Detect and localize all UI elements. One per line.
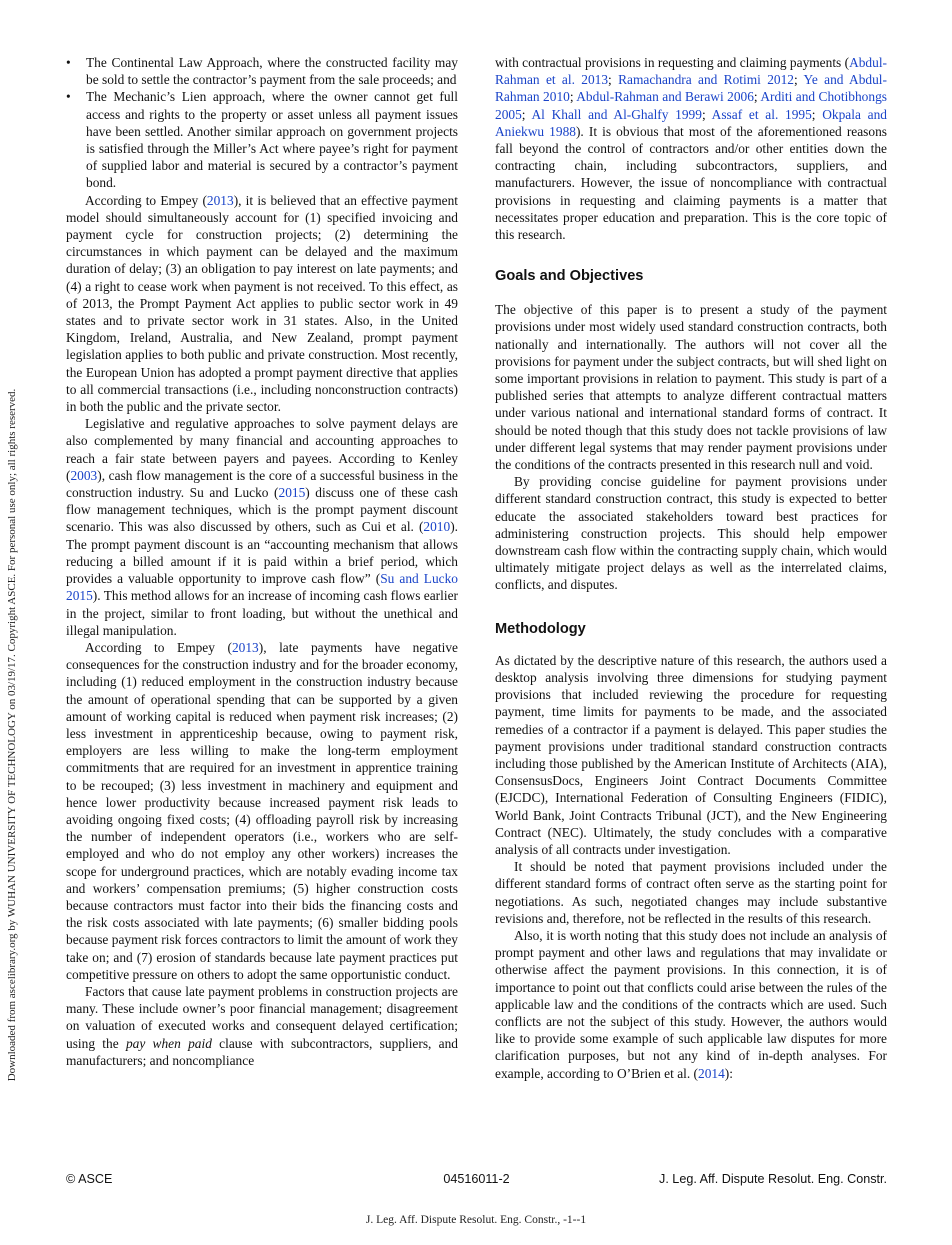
citation-link[interactable]: Su and Lucko 2015 bbox=[66, 571, 458, 604]
citation-link[interactable]: Abdul-Rahman and Berawi 2006 bbox=[576, 89, 754, 105]
citation-link[interactable]: Ye and Abdul-Rahman 2010 bbox=[495, 72, 887, 105]
citation-link[interactable]: 2003 bbox=[70, 467, 98, 483]
paragraph: It should be noted that payment provisions included under the different standard forms of contract often serve as the starting point for negotiations. As such, negotiated changes may include substantive revisions and, therefore, not be reflected in the results of this research. bbox=[495, 859, 887, 926]
citation-link[interactable]: 2014 bbox=[698, 1065, 725, 1081]
paragraph: As dictated by the descriptive nature of this research, the authors used a desktop analysis involving three dimensions for studying payment provisions that included reviewing the procedure for requesting payment, time limits for payments to be made, and the associated remedies of a contractor if a payment is delayed. This paper studies the payment provisions under traditional standard construction contracts including those published by the American Institute of Architects (AIA), ConsensusDocs, Engineers Joint Contract Documents Committee (EJCDC), International Federation of Consulting Engineers (FIDIC), World Bank, Joint Contracts Tribunal (JCT), and the New Engineering Contract (NEC). Ultimately, the study concludes with a comparative analysis of all contracts under investigation. bbox=[495, 652, 887, 857]
citation-line: J. Leg. Aff. Dispute Resolut. Eng. Constr., -1--1 bbox=[365, 1214, 587, 1226]
section-heading-goals: Goals and Objectives bbox=[495, 268, 644, 285]
journal-name: J. Leg. Aff. Dispute Resolut. Eng. Constr. bbox=[659, 1172, 887, 1186]
citation-link[interactable]: Okpala and Aniekwu 1988 bbox=[495, 106, 887, 139]
citation-link[interactable]: 2013 bbox=[231, 639, 259, 655]
citation-link[interactable]: Al Khall and Al-Ghalfy 1999 bbox=[531, 106, 702, 122]
citation-link[interactable]: Assaf et al. 1995 bbox=[711, 106, 812, 122]
paragraph: According to Empey (2013), late payments have negative consequences for the construction industry and for the broader economy, including (1) reduced employment in the construction industry because the amount of operational spending that can be supported by a given amount of working capital is reduced when payment risk increases; (2) less investment in apprenticeship because, owing to payment risk, employers are less willing to make the long-term employment commitments that are required for an investment in apprentice training to be recouped; (3) less investment in machinery and equipment and hence lower productivity because increased payment risk leads to avoiding ongoing fixed costs; (4) offloading payroll risk by increasing the number of independent operators (i.e., workers who are self-employed and who do not employ any other workers) increases the scope for underground practices, which are notably evading income tax and workers’ compensation premiums; (5) higher construction costs because contractors must factor into their bids the financing costs and the risk costs associated with late payments; (6) smaller bidding pools because payment risk forces contractors to limit the amount of work they take on; and (7) erosion of standards because late payment practices put competitive pressure on others to adopt the same opportunistic conduct. bbox=[66, 639, 458, 982]
right-column bbox=[495, 54, 887, 1082]
citation-link[interactable]: Ramachandra and Rotimi 2012 bbox=[618, 72, 794, 88]
paragraph: Also, it is worth noting that this study does not include an analysis of prompt payment and other laws and regulations that may invalidate or otherwise affect the payment provisions. In this connection, it is of importance to point out that conflicts could arise between the rules of the applicable law and the conditions of the contracts which are used. Such conflicts are not the subject of this study. However, the authors would like to provide some example of such applicable law disputes for more clarification purposes, but not any kind of in-depth analyses. For example, according to O’Brien et al. (2014): bbox=[495, 927, 887, 1081]
citation-link[interactable]: 2015 bbox=[278, 485, 306, 501]
approach-list bbox=[66, 54, 458, 192]
copyright: © ASCE bbox=[66, 1172, 113, 1186]
download-notice bbox=[2, 225, 22, 1245]
paragraph: The objective of this paper is to present a study of the payment provisions under most widely used standard construction contracts, both nationally and internationally. The authors will not cover all the provisions for payment under the subject contracts, but will shed light on some important provisions in relation to payment. This study is part of a published series that attempts to analyze different contractual matters under various national and international standard forms of contract. It should be noted though that this study does not tackle provisions of law under different legal systems that may render payment provisions under the conditions of the contracts presented in this research null and void. bbox=[495, 302, 887, 473]
citation-link[interactable]: 2013 bbox=[206, 192, 234, 208]
emphasis: pay when paid bbox=[125, 1035, 212, 1051]
citation-link[interactable]: Arditi and Chotibhongs 2005 bbox=[495, 89, 887, 122]
list-item: • The Mechanic’s Lien approach, where the owner cannot get full access and rights to the property or asset unless all payment issues have been settled. Another similar approach on government projects is satisfied through the Miller’s Act where payee’s right for payment of supplied labor and material is secured by a contractor’s payment bond. bbox=[66, 88, 458, 191]
paragraph: According to Empey (2013), it is believed that an effective payment model should simultaneously account for (1) specified invoicing and payment cycle for construction projects; (2) determining the circumstances in which payment can be delayed and the maximum duration of delay; (3) an obligation to pay interest on late payments; and (4) a right to cease work when payment is not received. To this effect, as of 2013, the Prompt Payment Act applies to public sector work in 49 states and to private sector work in 31 states. Also, in the United Kingdom, Ireland, Australia, and New Zealand, prompt payment legislation applies to both public and private construction. Most recently, the European Union has adopted a prompt payment directive that applies to all commercial transactions (i.e., including nonconstruction contracts) in both the public and the private sector. bbox=[66, 192, 458, 415]
download-notice-text: Downloaded from ascelibrary.org by WUHAN UNIVERSITY OF TECHNOLOGY on 03/19/17. Copyright ASCE. For personal use only; all rights reserved. bbox=[6, 388, 18, 1082]
paragraph: By providing concise guideline for payment provisions under different standard construction contract, this study is expected to better educate the associated stakeholders toward best practices for administering construction projects. This should help empower downstream cash flow within the contracting supply chain, which would ultimately mitigate project delays as well as the interrelated claims, conflicts, and disputes. bbox=[495, 474, 887, 593]
left-column bbox=[66, 54, 458, 1069]
paragraph: with contractual provisions in requesting and claiming payments (Abdul-Rahman et al. 2013; Ramachandra and Rotimi 2012; Ye and Abdul-Rahman 2010; Abdul-Rahman and Berawi 2006; Arditi and Chotibhongs 2005; Al Khall and Al-Ghalfy 1999; Assaf et al. 1995; Okpala and Aniekwu 1988). It is obvious that most of the aforementioned reasons fall beyond the control of contractors and/or other entities down the contracting chain, including subcontractors, suppliers, and manufacturers. However, the issue of noncompliance with contractual provisions in requesting and claiming payments is a matter that necessitates proper education and preparation. This is the core topic of this research. bbox=[495, 55, 887, 243]
paragraph: Factors that cause late payment problems in construction projects are many. These include owner’s poor financial management; disagreement on valuation of executed works and consequent delayed certification; using the pay when paid clause with subcontractors, suppliers, and manufacturers; and noncompliance bbox=[66, 983, 458, 1068]
page-number: 04516011-2 bbox=[443, 1172, 510, 1186]
citation-link[interactable]: 2010 bbox=[423, 519, 451, 535]
citation-link[interactable]: Abdul-Rahman et al. 2013 bbox=[495, 55, 887, 88]
list-item: • The Continental Law Approach, where the constructed facility may be sold to settle the contractor’s payment from the sale proceeds; and bbox=[66, 54, 458, 88]
section-heading-methodology: Methodology bbox=[495, 620, 586, 637]
paragraph: Legislative and regulative approaches to solve payment delays are also complemented by many financial and accounting approaches to reach a fair state between payers and payees. According to Kenley (2003), cash flow management is the core of a successful business in the construction industry. Su and Lucko (2015) discuss one of these cash flow management techniques, which is the prompt payment discount scenario. This was also discussed by others, such as Cui et al. (2010). The prompt payment discount is an “accounting mechanism that allows reducing a billed amount if it is paid within a brief period, which provides a valuable opportunity to improve cash flow” (Su and Lucko 2015). This method allows for an increase of incoming cash flows earlier in the project, similar to front loading, but without the unethical and illegal manipulation. bbox=[66, 416, 459, 638]
page-footer bbox=[66, 1172, 887, 1188]
